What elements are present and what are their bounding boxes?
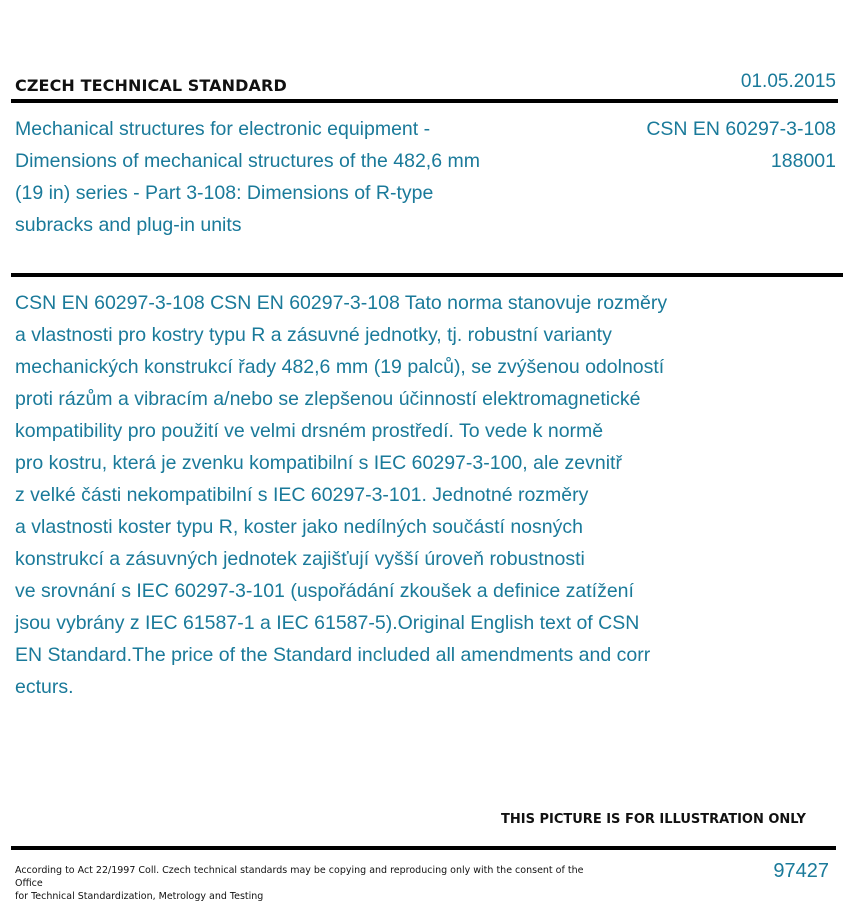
illustration-disclaimer: THIS PICTURE IS FOR ILLUSTRATION ONLY [501,812,806,827]
footer-divider [11,846,836,850]
classification-number: 188001 [770,150,836,172]
section-divider [11,273,843,277]
document-type-label: CZECH TECHNICAL STANDARD [15,76,287,95]
header-divider [11,99,838,103]
standard-codes [646,113,836,177]
catalog-number: 97427 [773,860,829,882]
publication-date: 01.05.2015 [740,71,836,92]
abstract-text: CSN EN 60297-3-108 CSN EN 60297-3-108 Tato norma stanovuje rozměry a vlastnosti pro kostry typu R a zásuvné jednotky, tj. robustní varianty mechanických konstrukcí řady 482,6 mm (19 palců), se zvýšenou odolností proti rázům a vibracím a/nebo se zlepšenou účinností elektromagnetické kompatibility pro použití ve velmi drsném prostředí. To vede k normě pro kostru, která je zvenku kompatibilní s IEC 60297-3-100, ale zevnitř z velké části nekompatibilní s IEC 60297-3-101. Jednotné rozměry a vlastnosti koster typu R, koster jako nedílných součástí nosných konstrukcí a zásuvných jednotek zajišťují vyšší úroveň robustnosti ve srovnání s IEC 60297-3-101 (uspořádání zkoušek a definice zatížení jsou vybrány z IEC 61587-1 a IEC 61587-5).Original English text of CSN EN Standard.The price of the Standard included all amendments and corr ecturs. [15,292,668,698]
standard-title: Mechanical structures for electronic equipment - Dimensions of mechanical structures of the 482,6 mm (19 in) series - Part 3-108: Dimensions of R-type subracks and plug-in units [15,118,480,236]
standard-code: CSN EN 60297-3-108 [646,118,836,140]
legal-note: According to Act 22/1997 Coll. Czech technical standards may be copying and reproducing only with the consent of the Office for Technical Standardization, Metrology and Testing [15,865,584,902]
